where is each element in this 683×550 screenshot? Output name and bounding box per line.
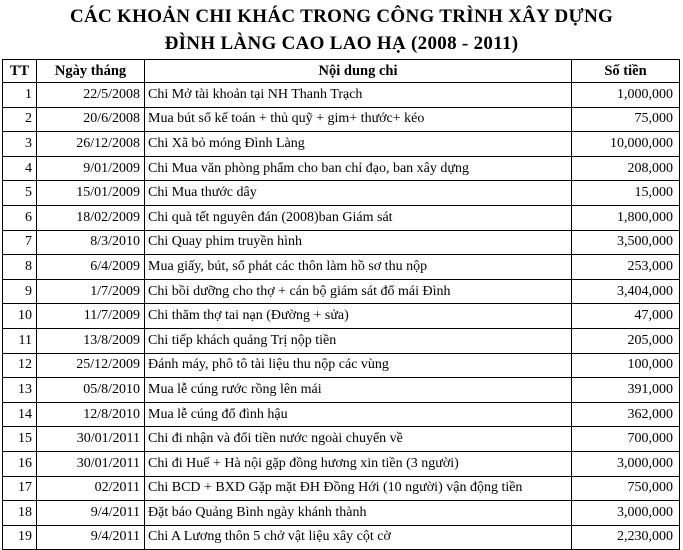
cell-amount: 750,000 (572, 476, 680, 501)
table-row (3, 205, 680, 230)
table-row (3, 328, 680, 353)
table-row (3, 230, 680, 255)
cell-tt: 3 (3, 132, 37, 157)
cell-date: 02/2011 (37, 476, 145, 501)
cell-description: Chi thăm thợ tai nạn (Đường + sửa) (145, 304, 572, 329)
cell-tt: 16 (3, 451, 37, 476)
cell-description: Mua giấy, bút, sổ phát các thôn làm hồ sơ thu nộp (145, 255, 572, 280)
table-row (3, 476, 680, 501)
table-row (3, 83, 680, 108)
cell-date: 9/4/2011 (37, 525, 145, 550)
cell-tt: 8 (3, 255, 37, 280)
cell-description: Chi bồi dưỡng cho thợ + cán bộ giám sát đổ mái Đình (145, 279, 572, 304)
table-row (3, 378, 680, 403)
cell-date: 05/8/2010 (37, 378, 145, 403)
expense-table (2, 59, 680, 550)
cell-tt: 11 (3, 328, 37, 353)
document-title: CÁC KHOẢN CHI KHÁC TRONG CÔNG TRÌNH XÂY DỰNG (69, 6, 614, 27)
cell-date: 8/3/2010 (37, 230, 145, 255)
cell-tt: 12 (3, 353, 37, 378)
cell-description: Chi quà tết nguyên đán (2008)ban Giám sát (145, 205, 572, 230)
cell-date: 12/8/2010 (37, 402, 145, 427)
cell-amount: 205,000 (572, 328, 680, 353)
cell-tt: 13 (3, 378, 37, 403)
cell-tt: 7 (3, 230, 37, 255)
cell-date: 18/02/2009 (37, 205, 145, 230)
cell-description: Đặt báo Quảng Bình ngày khánh thành (145, 501, 572, 526)
column-header-description: Nội dung chi (145, 60, 572, 83)
cell-date: 22/5/2008 (37, 83, 145, 108)
cell-amount: 47,000 (572, 304, 680, 329)
cell-description: Chi đi Huế + Hà nội gặp đồng hương xin tiền (3 người) (145, 451, 572, 476)
cell-tt: 18 (3, 501, 37, 526)
table-row (3, 304, 680, 329)
cell-date: 13/8/2009 (37, 328, 145, 353)
cell-date: 25/12/2009 (37, 353, 145, 378)
cell-amount: 253,000 (572, 255, 680, 280)
cell-amount: 362,000 (572, 402, 680, 427)
cell-amount: 1,000,000 (572, 83, 680, 108)
cell-tt: 4 (3, 156, 37, 181)
table-row (3, 525, 680, 550)
cell-date: 11/7/2009 (37, 304, 145, 329)
cell-description: Mua lễ cúng rước rồng lên mái (145, 378, 572, 403)
table-row (3, 132, 680, 157)
cell-amount: 391,000 (572, 378, 680, 403)
cell-amount: 3,000,000 (572, 451, 680, 476)
document-subtitle: ĐÌNH LÀNG CAO LAO HẠ (2008 - 2011) (164, 33, 519, 54)
cell-tt: 9 (3, 279, 37, 304)
cell-tt: 19 (3, 525, 37, 550)
cell-tt: 17 (3, 476, 37, 501)
cell-date: 26/12/2008 (37, 132, 145, 157)
table-row (3, 427, 680, 452)
cell-amount: 100,000 (572, 353, 680, 378)
table-row (3, 279, 680, 304)
table-row (3, 402, 680, 427)
cell-description: Chi A Lương thôn 5 chở vật liệu xây cột cờ (145, 525, 572, 550)
cell-date: 15/01/2009 (37, 181, 145, 206)
cell-tt: 14 (3, 402, 37, 427)
cell-date: 30/01/2011 (37, 451, 145, 476)
table-header-row (3, 60, 680, 83)
cell-amount: 700,000 (572, 427, 680, 452)
cell-description: Chi Mở tài khoản tại NH Thanh Trạch (145, 83, 572, 108)
cell-amount: 10,000,000 (572, 132, 680, 157)
document-header (0, 0, 683, 58)
table-row (3, 255, 680, 280)
cell-date: 1/7/2009 (37, 279, 145, 304)
cell-description: Đánh máy, phô tô tài liệu thu nộp các vùng (145, 353, 572, 378)
cell-description: Mua bút sổ kế toán + thủ quỹ + gim+ thước+ kéo (145, 107, 572, 132)
table-row (3, 451, 680, 476)
cell-date: 9/01/2009 (37, 156, 145, 181)
table-row (3, 501, 680, 526)
table-row (3, 156, 680, 181)
cell-amount: 3,404,000 (572, 279, 680, 304)
cell-description: Chi Mua thước dây (145, 181, 572, 206)
column-header-tt: TT (3, 60, 37, 83)
cell-date: 6/4/2009 (37, 255, 145, 280)
cell-date: 9/4/2011 (37, 501, 145, 526)
cell-description: Chi đi nhận và đổi tiền nước ngoài chuyển về (145, 427, 572, 452)
cell-amount: 75,000 (572, 107, 680, 132)
cell-amount: 1,800,000 (572, 205, 680, 230)
column-header-date: Ngày tháng (37, 60, 145, 83)
cell-description: Chi Mua văn phòng phẩm cho ban chỉ đạo, ban xây dựng (145, 156, 572, 181)
cell-description: Chi tiếp khách quảng Trị nộp tiền (145, 328, 572, 353)
cell-description: Chi Quay phim truyền hình (145, 230, 572, 255)
cell-tt: 15 (3, 427, 37, 452)
cell-tt: 5 (3, 181, 37, 206)
cell-tt: 1 (3, 83, 37, 108)
cell-tt: 2 (3, 107, 37, 132)
table-row (3, 353, 680, 378)
cell-date: 20/6/2008 (37, 107, 145, 132)
cell-description: Chi Xã bỏ móng Đình Làng (145, 132, 572, 157)
table-row (3, 181, 680, 206)
cell-amount: 208,000 (572, 156, 680, 181)
cell-amount: 15,000 (572, 181, 680, 206)
cell-amount: 3,500,000 (572, 230, 680, 255)
cell-description: Mua lễ cúng đổ đình hậu (145, 402, 572, 427)
cell-tt: 10 (3, 304, 37, 329)
cell-tt: 6 (3, 205, 37, 230)
table-row (3, 107, 680, 132)
column-header-amount: Số tiền (572, 60, 680, 83)
cell-date: 30/01/2011 (37, 427, 145, 452)
cell-amount: 3,000,000 (572, 501, 680, 526)
cell-description: Chi BCD + BXD Gặp mặt ĐH Đồng Hới (10 người) vận động tiền (145, 476, 572, 501)
cell-amount: 2,230,000 (572, 525, 680, 550)
